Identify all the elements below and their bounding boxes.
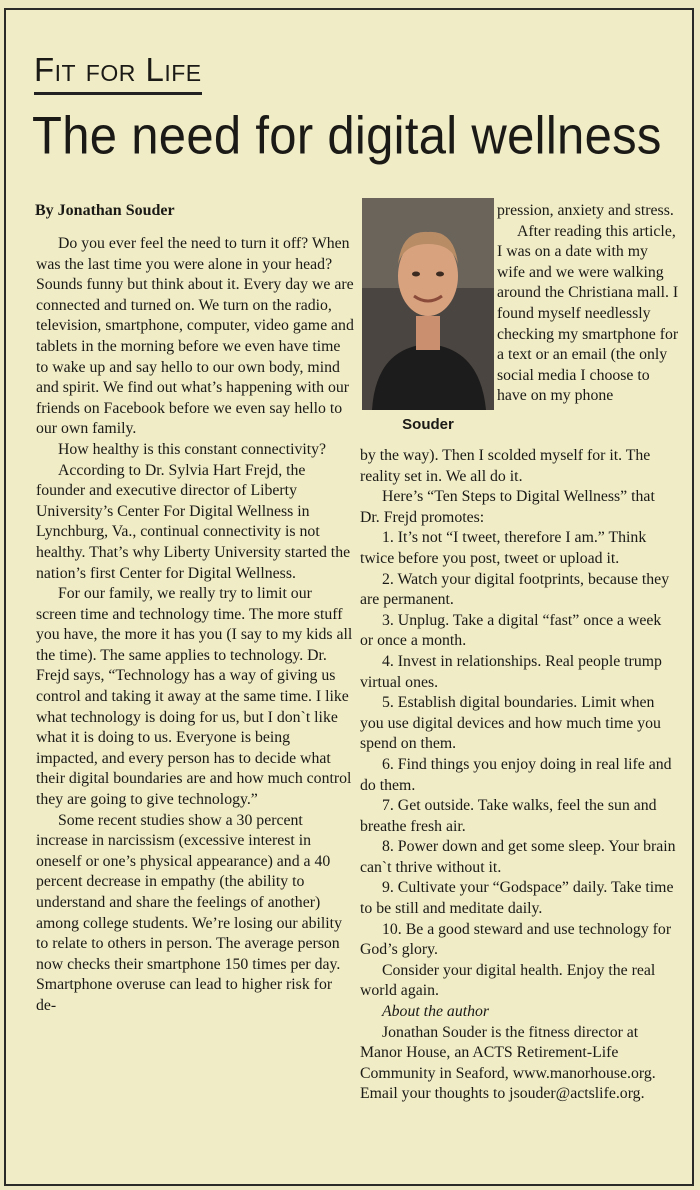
paragraph: Do you ever feel the need to turn it off? When was the last time you were alone in your head? Sounds funny but think about it. Every day we are connected and turned on. We turn on the radio, television, smartphone, computer, video game and tablets in the morning before we even have time to wake up and say hello to our own body, mind and spirit. We find out what’s happening with our friends on Facebook before we even say hello to our own family.: [36, 235, 354, 438]
column-two: [360, 446, 676, 1105]
column-one: [36, 234, 354, 1017]
paragraph: For our family, we really try to limit our screen time and technology time. The more stuff you have, the more it has you (I say to my kids all the time). The same applies to technology. Dr. Frejd says, “Technology has a way of giving us control and taking it away at the same time. I like what technology is doing for us, but I don`t like what it is doing to us. Everyone is being impacted, and every person has to decide what their digital boundaries are and how much control they are going to give technology.”: [36, 585, 353, 809]
list-item: 8. Power down and get some sleep. Your brain can`t thrive without it.: [360, 838, 676, 876]
paragraph: pression, anxiety and stress.: [497, 202, 674, 219]
list-item: 3. Unplug. Take a digital “fast” once a week or once a month.: [360, 611, 662, 650]
list-item: 2. Watch your digital footprints, because they are permanent.: [360, 570, 670, 609]
paragraph: by the way). Then I scolded myself for it. The reality set in. We all do it.: [360, 447, 651, 485]
headline: The need for digital wellness: [32, 107, 662, 166]
list-item: 6. Find things you enjoy doing in real life and do them.: [360, 755, 672, 794]
byline: By Jonathan Souder: [35, 202, 175, 219]
about-author-text: Jonathan Souder is the fitness director at Manor House, an ACTS Retirement-Life Community in Seaford, www.manorhouse.org. Email your thoughts to jsouder@actslife.org.: [360, 1023, 656, 1103]
paragraph: After reading this article, I was on a date with my wife and we were walking around the Christiana mall. I found myself needlessly checking my smartphone for a text or an email (the only social media I choose to have on my phone: [497, 222, 679, 405]
list-item: 5. Establish digital boundaries. Limit when you use digital devices and how much time you spend on them.: [360, 694, 661, 753]
paragraph: Consider your digital health. Enjoy the real world again.: [360, 961, 656, 1000]
list-item: 1. It’s not “I tweet, therefore I am.” Think twice before you post, tweet or upload it.: [360, 529, 647, 567]
column-kicker: Fit for Life: [34, 50, 202, 95]
author-photo: [362, 198, 494, 410]
column-two-top: [497, 201, 679, 407]
list-item: 9. Cultivate your “Godspace” daily. Take time to be still and meditate daily.: [360, 879, 674, 918]
about-author-heading: About the author: [382, 1003, 490, 1021]
list-item: 10. Be a good steward and use technology for God’s glory.: [360, 920, 672, 959]
paragraph: Some recent studies show a 30 percent increase in narcissism (excessive interest in oneself or one’s physical appearance) and a 40 percent decrease in empathy (the ability to understand and share the feelings of another) among college students. We’re losing our ability to relate to others in person. The average person now checks their smartphone 150 times per day. Smartphone overuse can lead to higher risk for de-: [36, 811, 342, 1014]
paragraph: How healthy is this constant connectivity?: [58, 440, 327, 458]
list-item: 4. Invest in relationships. Real people trump virtual ones.: [360, 652, 662, 691]
paragraph: According to Dr. Sylvia Hart Frejd, the founder and executive director of Liberty University’s Center For Digital Wellness in Lynchburg, Va., continual connectivity is not healthy. That’s why Liberty University started the nation’s first Center for Digital Wellness.: [36, 461, 351, 582]
paragraph: Here’s “Ten Steps to Digital Wellness” that Dr. Frejd promotes:: [360, 488, 655, 526]
photo-caption: Souder: [402, 416, 454, 433]
list-item: 7. Get outside. Take walks, feel the sun and breathe fresh air.: [360, 797, 657, 835]
